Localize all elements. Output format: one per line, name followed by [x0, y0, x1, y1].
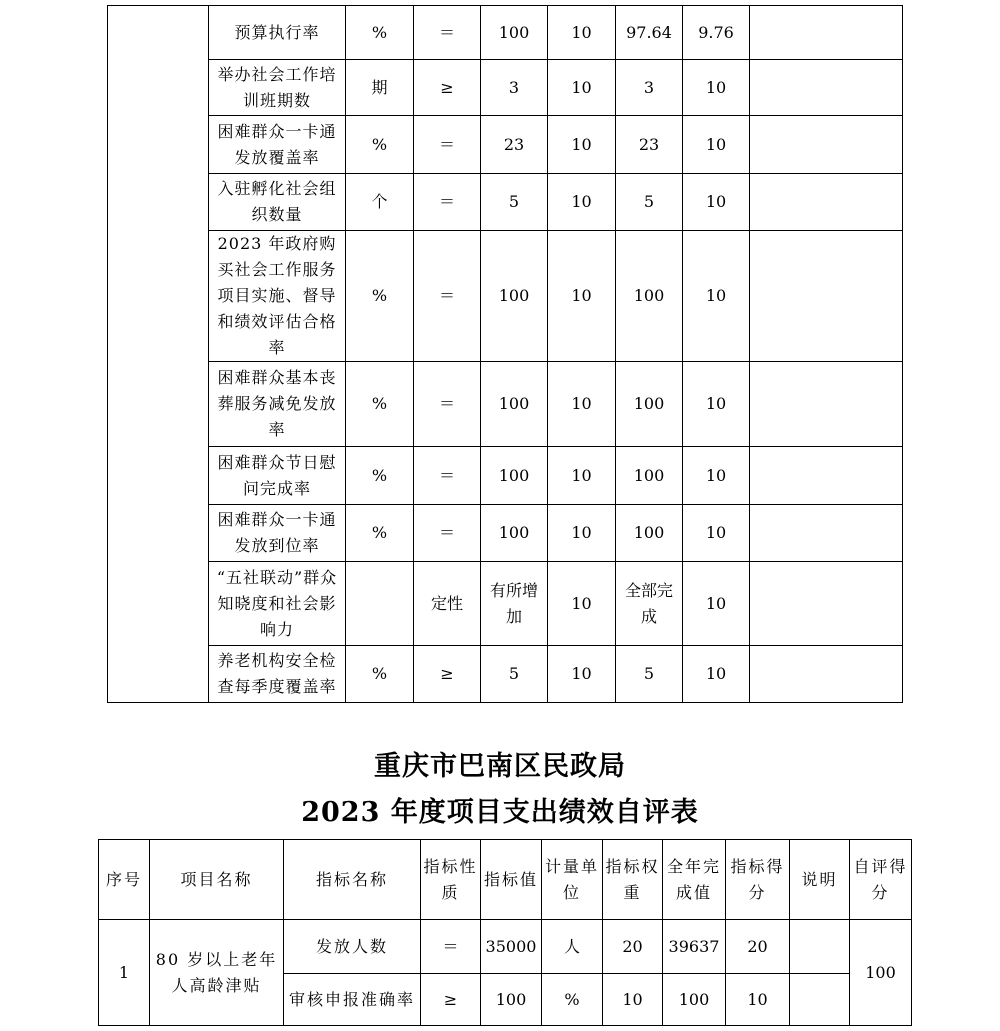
indicator-name: 困难群众一卡通发放覆盖率: [209, 116, 346, 174]
unit-cell: %: [346, 362, 414, 447]
score-cell: 20: [726, 920, 790, 974]
weight-cell: 10: [548, 6, 616, 60]
header-weight: 指标权重: [603, 840, 663, 920]
unit-cell: %: [346, 646, 414, 703]
actual-cell: 100: [616, 362, 683, 447]
header-unit: 计量单位: [542, 840, 603, 920]
table-row: [99, 920, 912, 974]
score-cell: 10: [683, 505, 750, 562]
actual-cell: 100: [663, 974, 726, 1026]
target-cell: 100: [481, 362, 548, 447]
note-cell: [750, 447, 903, 505]
target-cell: 100: [481, 447, 548, 505]
score-cell: 10: [683, 562, 750, 646]
unit-cell: 期: [346, 60, 414, 116]
actual-cell: 全部完成: [616, 562, 683, 646]
header-note: 说明: [790, 840, 850, 920]
actual-cell: 39637: [663, 920, 726, 974]
unit-cell: %: [346, 231, 414, 362]
weight-cell: 10: [548, 646, 616, 703]
document-title-org: 重庆市巴南区民政局: [374, 751, 626, 782]
nature-cell: ＝: [414, 116, 481, 174]
header-score: 指标得分: [726, 840, 790, 920]
nature-cell: ≥: [414, 646, 481, 703]
indicator-name: 困难群众基本丧葬服务减免发放率: [209, 362, 346, 447]
table-row: [108, 505, 903, 562]
note-cell: [750, 60, 903, 116]
unit-cell: 个: [346, 174, 414, 231]
actual-cell: 97.64: [616, 6, 683, 60]
indicator-name: 审核申报准确率: [284, 974, 421, 1026]
target-cell: 23: [481, 116, 548, 174]
nature-cell: ≥: [414, 60, 481, 116]
indicator-name: 困难群众一卡通发放到位率: [209, 505, 346, 562]
target-cell: 100: [481, 505, 548, 562]
note-cell: [750, 6, 903, 60]
nature-cell: 定性: [414, 562, 481, 646]
table-row: [108, 116, 903, 174]
table-row: [108, 60, 903, 116]
self-score-cell: 100: [850, 920, 912, 1026]
table-row: [108, 231, 903, 362]
unit-cell: %: [346, 447, 414, 505]
target-cell: 有所增加: [481, 562, 548, 646]
actual-cell: 23: [616, 116, 683, 174]
header-indicator: 指标名称: [284, 840, 421, 920]
target-cell: 100: [481, 6, 548, 60]
unit-cell: 人: [542, 920, 603, 974]
header-self-score: 自评得分: [850, 840, 912, 920]
indicator-name: “五社联动”群众知晓度和社会影响力: [209, 562, 346, 646]
indicator-name: 养老机构安全检查每季度覆盖率: [209, 646, 346, 703]
note-cell: [750, 505, 903, 562]
note-cell: [750, 362, 903, 447]
actual-cell: 100: [616, 447, 683, 505]
table-row: [108, 6, 903, 60]
weight-cell: 10: [548, 447, 616, 505]
actual-cell: 5: [616, 646, 683, 703]
nature-cell: ＝: [414, 447, 481, 505]
target-cell: 35000: [481, 920, 542, 974]
nature-cell: ＝: [414, 6, 481, 60]
indicator-name: 预算执行率: [209, 6, 346, 60]
nature-cell: ＝: [414, 505, 481, 562]
unit-cell: %: [346, 505, 414, 562]
note-cell: [750, 562, 903, 646]
weight-cell: 10: [548, 362, 616, 447]
weight-cell: 10: [548, 60, 616, 116]
weight-cell: 10: [548, 562, 616, 646]
indicator-name: 困难群众节日慰问完成率: [209, 447, 346, 505]
target-cell: 3: [481, 60, 548, 116]
seq-cell: 1: [99, 920, 150, 1026]
weight-cell: 10: [548, 231, 616, 362]
weight-cell: 10: [548, 505, 616, 562]
note-cell: [790, 920, 850, 974]
unit-cell: %: [346, 116, 414, 174]
weight-cell: 10: [548, 116, 616, 174]
unit-cell: %: [542, 974, 603, 1026]
merged-category-cell: [108, 6, 209, 703]
score-cell: 10: [683, 231, 750, 362]
nature-cell: ＝: [414, 174, 481, 231]
score-cell: 10: [683, 362, 750, 447]
table-row: [108, 362, 903, 447]
score-cell: 10: [683, 447, 750, 505]
self-evaluation-table: [98, 839, 912, 1026]
score-cell: 9.76: [683, 6, 750, 60]
table-header-row: [99, 840, 912, 920]
table-row: [108, 174, 903, 231]
target-cell: 5: [481, 174, 548, 231]
nature-cell: ＝: [414, 362, 481, 447]
indicator-table-continued: [107, 5, 903, 703]
target-cell: 100: [481, 231, 548, 362]
score-cell: 10: [683, 116, 750, 174]
actual-cell: 100: [616, 231, 683, 362]
table-row: [108, 646, 903, 703]
project-name-cell: 80 岁以上老年人高龄津贴: [150, 920, 284, 1026]
document-title-report: 2023 年度项目支出绩效自评表: [301, 797, 699, 828]
unit-cell: [346, 562, 414, 646]
nature-cell: ≥: [421, 974, 481, 1026]
note-cell: [750, 646, 903, 703]
actual-cell: 5: [616, 174, 683, 231]
weight-cell: 10: [603, 974, 663, 1026]
header-nature: 指标性质: [421, 840, 481, 920]
weight-cell: 20: [603, 920, 663, 974]
nature-cell: ＝: [414, 231, 481, 362]
indicator-name: 发放人数: [284, 920, 421, 974]
indicator-name: 举办社会工作培训班期数: [209, 60, 346, 116]
score-cell: 10: [683, 646, 750, 703]
actual-cell: 100: [616, 505, 683, 562]
header-project: 项目名称: [150, 840, 284, 920]
header-actual: 全年完成值: [663, 840, 726, 920]
note-cell: [750, 174, 903, 231]
score-cell: 10: [683, 60, 750, 116]
target-cell: 5: [481, 646, 548, 703]
weight-cell: 10: [548, 174, 616, 231]
header-seq: 序号: [99, 840, 150, 920]
unit-cell: %: [346, 6, 414, 60]
table-row: [108, 447, 903, 505]
table-row: [108, 562, 903, 646]
note-cell: [790, 974, 850, 1026]
score-cell: 10: [726, 974, 790, 1026]
score-cell: 10: [683, 174, 750, 231]
nature-cell: ＝: [421, 920, 481, 974]
actual-cell: 3: [616, 60, 683, 116]
note-cell: [750, 116, 903, 174]
note-cell: [750, 231, 903, 362]
indicator-name: 2023 年政府购买社会工作服务项目实施、督导和绩效评估合格率: [209, 231, 346, 362]
indicator-name: 入驻孵化社会组织数量: [209, 174, 346, 231]
header-target: 指标值: [481, 840, 542, 920]
target-cell: 100: [481, 974, 542, 1026]
